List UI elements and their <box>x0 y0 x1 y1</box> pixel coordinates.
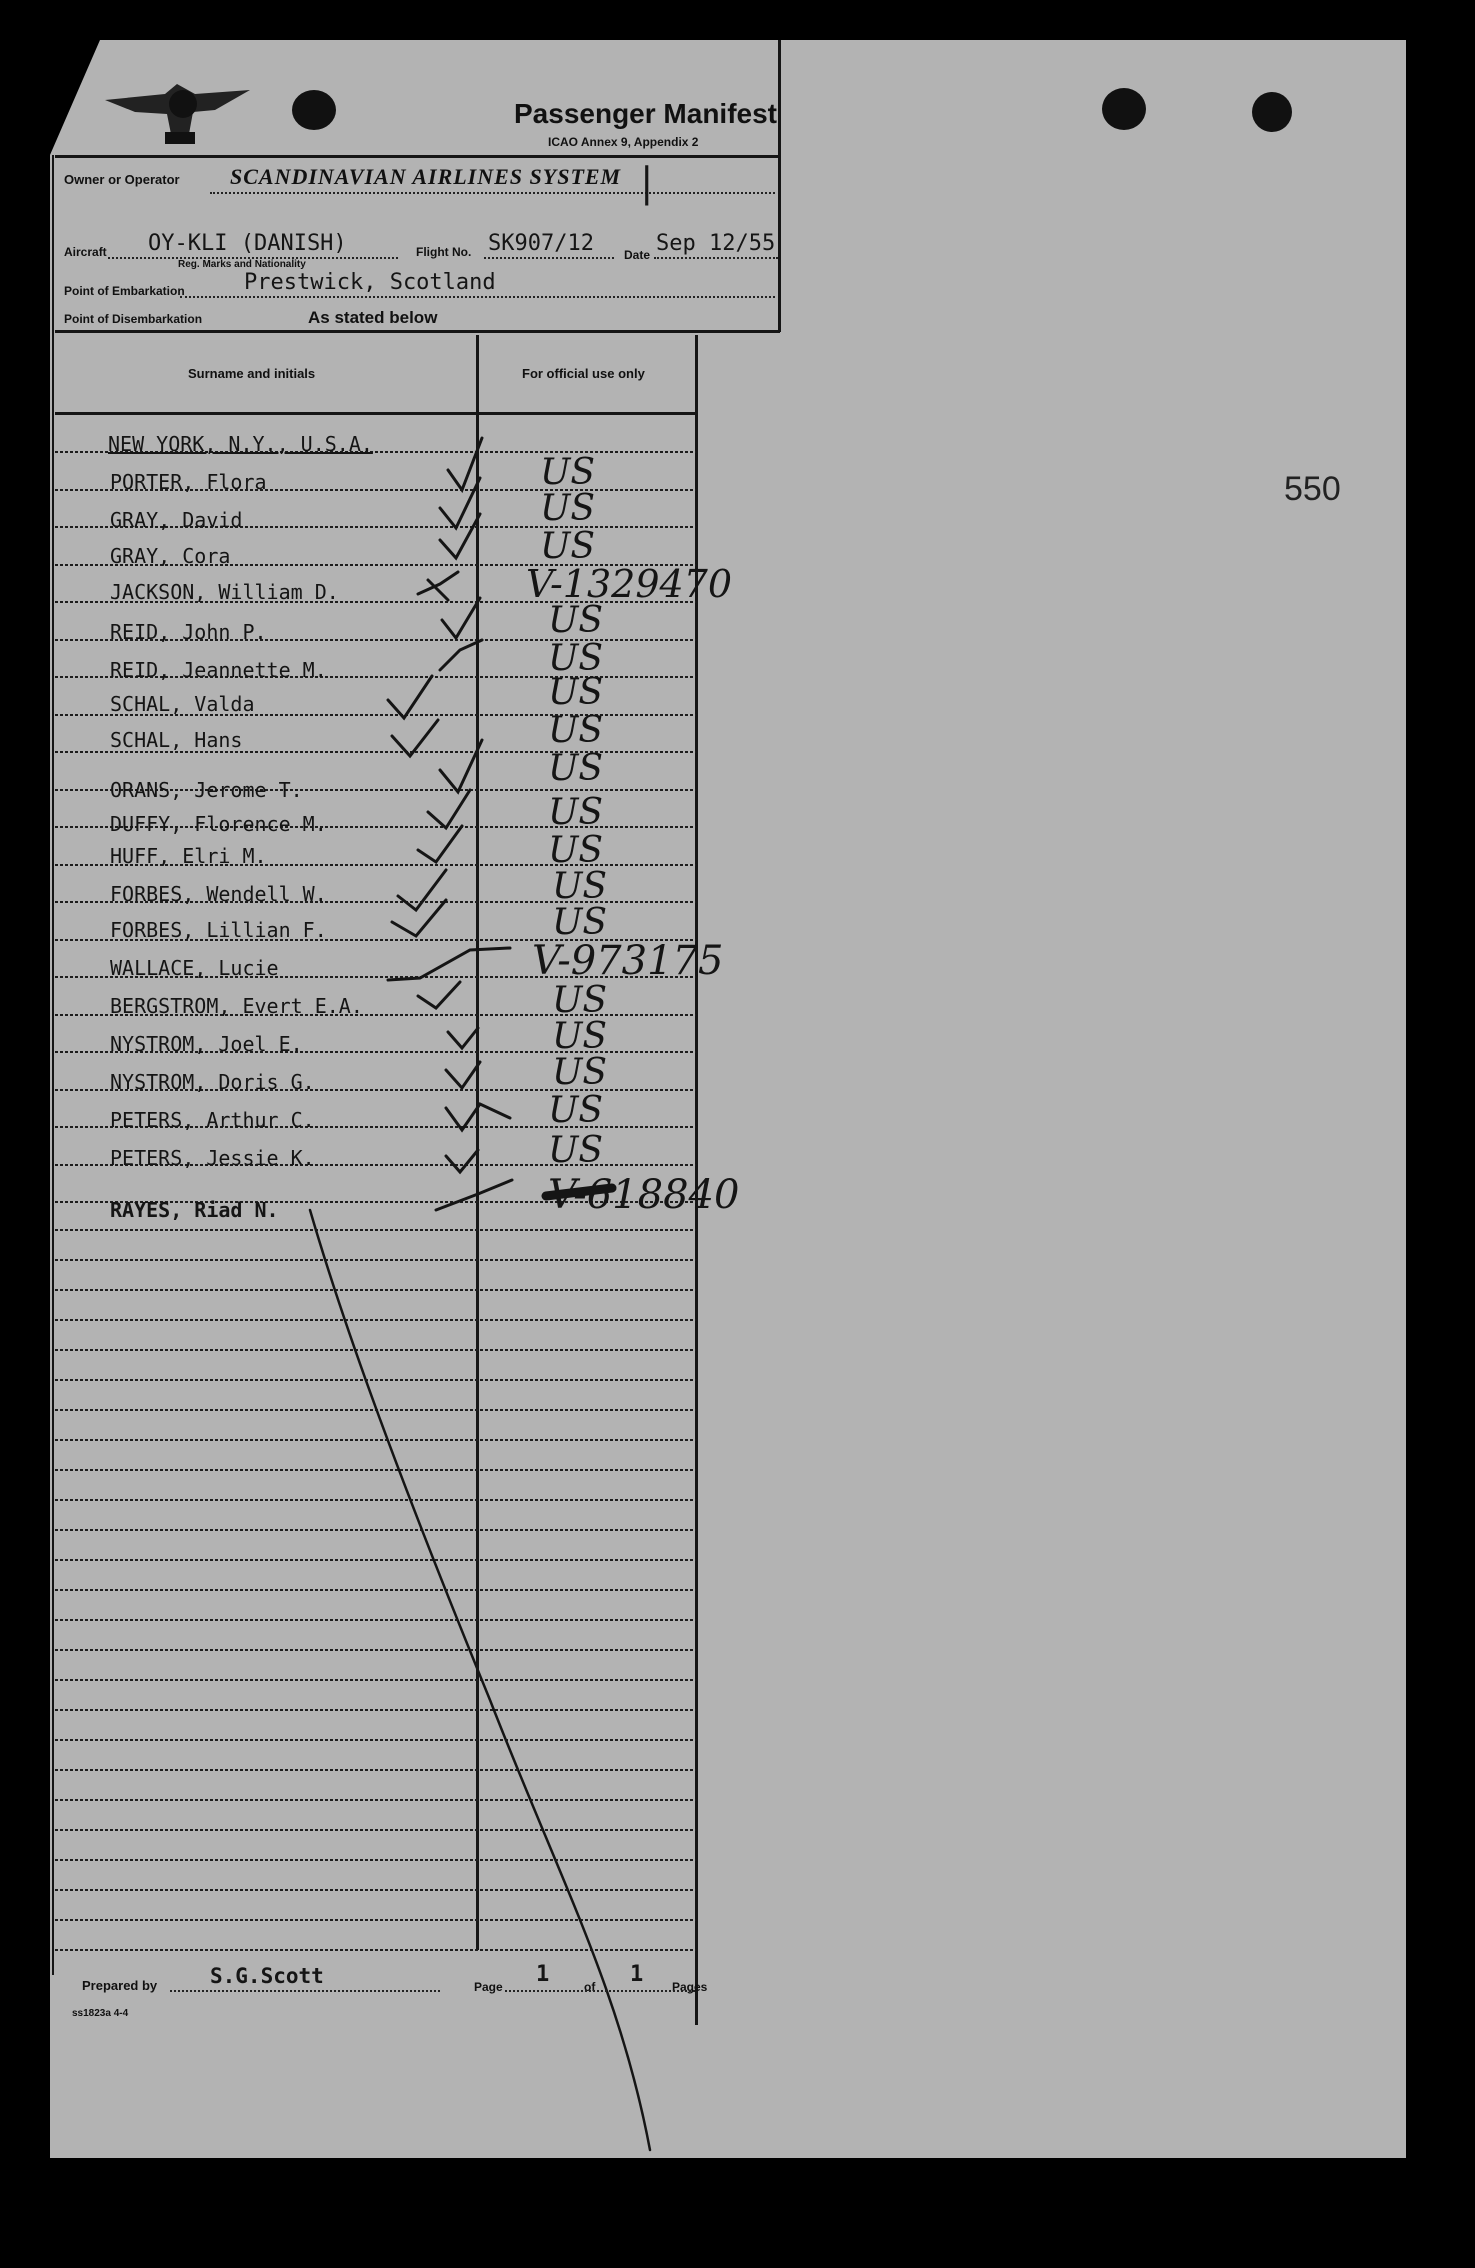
scribble-strike <box>546 1188 612 1196</box>
check-icon <box>448 1028 478 1048</box>
form-code: ss1823a 4-4 <box>72 2008 129 2019</box>
check-icon <box>440 640 482 670</box>
flight-value: SK907/12 <box>488 231 594 256</box>
check-icon <box>418 826 462 862</box>
dotted-line <box>505 1990 695 1992</box>
official-mark: US <box>540 526 596 567</box>
official-mark: US <box>552 1016 608 1057</box>
official-mark: US <box>552 1052 608 1093</box>
official-mark: US <box>548 1090 604 1131</box>
date-label: Date <box>624 248 651 262</box>
passenger-name: FORBES, Lillian F. <box>110 918 327 942</box>
check-icon <box>442 598 480 638</box>
column-header-official: For official use only <box>522 366 645 381</box>
official-mark: US <box>552 902 608 943</box>
page-label: Page <box>474 1980 503 1994</box>
official-mark: US <box>540 452 596 493</box>
check-icon <box>392 720 438 756</box>
aircraft-label: Aircraft <box>64 245 107 259</box>
page-subtitle: ICAO Annex 9, Appendix 2 <box>548 135 699 149</box>
long-stroke <box>310 1210 650 2150</box>
official-mark: V-973175 <box>532 938 724 984</box>
passenger-name: ORANS, Jerome T. <box>110 778 303 802</box>
flight-label: Flight No. <box>416 245 472 259</box>
official-mark: US <box>552 866 608 907</box>
official-mark: US <box>548 830 604 871</box>
official-mark: US <box>548 748 604 789</box>
prepared-label: Prepared by <box>82 1978 158 1993</box>
owner-label: Owner or Operator <box>64 172 180 187</box>
passenger-name: WALLACE, Lucie <box>110 956 279 980</box>
official-mark: V-1329470 <box>526 562 733 606</box>
embarkation-value: Prestwick, Scotland <box>244 270 496 295</box>
check-icon <box>388 676 432 718</box>
cross-icon <box>388 948 510 980</box>
passenger-name: FORBES, Wendell W. <box>110 882 327 906</box>
cross-icon <box>428 580 448 600</box>
check-icon <box>446 1150 478 1172</box>
passenger-name: GRAY, Cora <box>110 544 231 568</box>
passenger-name: SCHAL, Hans <box>110 728 243 752</box>
owner-value: SCANDINAVIAN AIRLINES SYSTEM <box>230 164 622 189</box>
passenger-name: PETERS, Arthur C. <box>110 1108 315 1132</box>
passenger-name: PETERS, Jessie K. <box>110 1146 315 1170</box>
official-mark: US <box>540 488 596 529</box>
passenger-name: HUFF, Elri M. <box>110 844 267 868</box>
margin-number: 550 <box>1284 470 1341 508</box>
official-mark: V-618840 <box>548 1172 740 1218</box>
of-label: of <box>584 1980 596 1994</box>
page-title: Passenger Manifest <box>514 98 777 129</box>
dotted-line <box>170 1990 440 1992</box>
destination: NEW YORK, N.Y., U.S.A. <box>108 432 373 456</box>
embarkation-label: Point of Embarkation <box>64 284 185 298</box>
official-mark: US <box>548 710 604 751</box>
passenger-name: REID, Jeannette M. <box>110 658 327 682</box>
pages-label: Pages <box>672 1980 708 1994</box>
aircraft-caption: Reg. Marks and Nationality <box>178 259 306 270</box>
handwritten-mark: | <box>640 160 654 206</box>
passenger-name: NYSTROM, Joel E. <box>110 1032 303 1056</box>
check-icon <box>446 1104 510 1130</box>
official-mark: US <box>548 638 604 679</box>
official-mark: US <box>548 672 604 713</box>
page-value: 1 <box>536 1962 550 1987</box>
passenger-name: JACKSON, William D. <box>110 580 339 604</box>
check-icon <box>428 790 470 828</box>
column-header-name: Surname and initials <box>188 366 316 381</box>
prepared-value: S.G.Scott <box>210 1964 324 1988</box>
check-icon <box>440 740 482 792</box>
official-mark: US <box>552 980 608 1021</box>
date-value: Sep 12/55 <box>656 231 776 256</box>
pages-value: 1 <box>630 1962 644 1987</box>
passenger-name: BERGSTROM, Evert E.A. <box>110 994 363 1018</box>
official-mark: US <box>548 792 604 833</box>
official-mark: US <box>548 1130 604 1171</box>
disembarkation-label: Point of Disembarkation <box>64 312 203 326</box>
passenger-name: GRAY, David <box>110 508 243 532</box>
check-icon <box>418 982 460 1008</box>
official-mark: US <box>548 600 604 641</box>
check-icon <box>398 870 446 910</box>
passenger-name: REID, John P. <box>110 620 267 644</box>
aircraft-value: OY-KLI (DANISH) <box>148 231 347 256</box>
passenger-name: NYSTROM, Doris G. <box>110 1070 315 1094</box>
disembarkation-value: As stated below <box>308 308 438 327</box>
passenger-name: SCHAL, Valda <box>110 692 255 716</box>
check-icon <box>446 1062 480 1088</box>
passenger-name: DUFFY, Florence M. <box>110 812 327 836</box>
passenger-name: RAYES, Riad N. <box>110 1198 279 1222</box>
dash-stroke <box>436 1180 512 1210</box>
passenger-name: PORTER, Flora <box>110 470 267 494</box>
